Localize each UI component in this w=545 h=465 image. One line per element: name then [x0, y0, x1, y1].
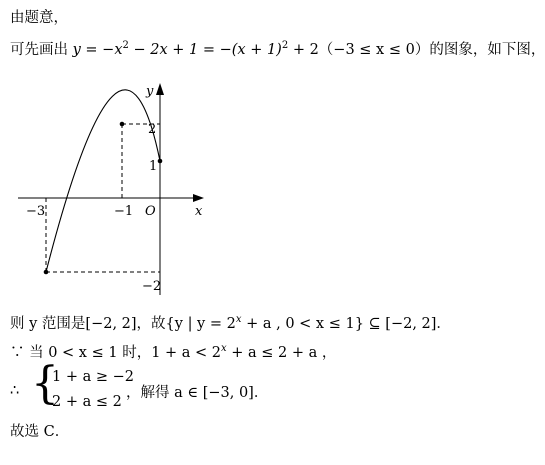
function-line-prefix: 可先画出 — [10, 42, 73, 58]
function-eq-b: − 2x + 1 = −(x + 1) — [128, 42, 282, 58]
tick-label-neg3: −3 — [26, 204, 46, 219]
range-line-a: 则 y 范围是[−2, 2]，故{y | y = 2 — [10, 316, 236, 332]
intro-line: 由题意， — [10, 10, 68, 26]
function-eq-c: + 2（−3 ≤ x ≤ 0）的图象，如下图， — [288, 42, 545, 58]
tick-label-neg2: −2 — [142, 279, 162, 294]
system-row-2: 2 + a ≤ 2 — [52, 394, 122, 410]
y-axis-label: y — [146, 84, 154, 99]
because-line-b: + a ≤ 2 + a ， — [226, 345, 337, 361]
x-axis-label: x — [195, 204, 203, 219]
x-axis-arrow — [193, 194, 204, 202]
y-axis-arrow — [156, 83, 164, 95]
system-solution: ，解得 a ∈ [−3, 0]． — [126, 385, 269, 401]
range-line-sup: x — [235, 314, 242, 326]
origin-label: O — [145, 204, 156, 219]
because-line-a: ∵ 当 0 < x ≤ 1 时，1 + a < 2 — [10, 345, 222, 361]
function-eq-b-sup: 2 — [281, 40, 289, 52]
point-left-end — [44, 270, 49, 275]
range-line — [10, 314, 451, 334]
system-row-1: 1 + a ≥ −2 — [52, 369, 134, 385]
function-eq-a-sup: 2 — [122, 40, 129, 52]
therefore-symbol: ∴ — [10, 383, 20, 399]
because-line-sup: x — [221, 343, 227, 355]
tick-label-neg1: −1 — [114, 204, 134, 219]
conclusion-line: 故选 C． — [10, 424, 70, 440]
point-vertex — [120, 122, 125, 127]
range-line-b: + a , 0 < x ≤ 1} ⊆ [−2, 2]． — [241, 316, 451, 332]
parabola-curve — [46, 90, 160, 272]
function-eq-a: y = −x — [72, 42, 123, 58]
point-y-intercept — [158, 159, 163, 164]
system-brace: { — [31, 358, 59, 409]
tick-label-2: 2 — [148, 122, 157, 137]
tick-label-1: 1 — [149, 159, 158, 174]
